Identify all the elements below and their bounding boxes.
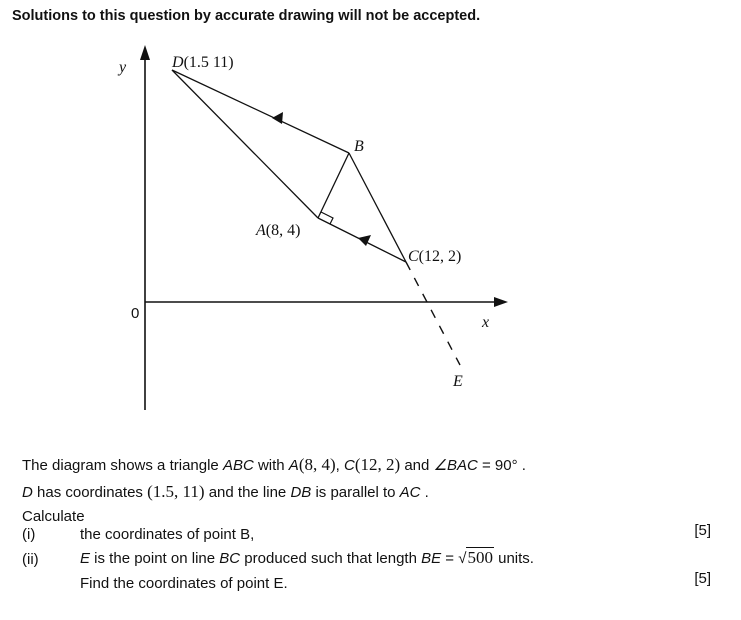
part-ii-text-line-2: Find the coordinates of point E. [80,575,288,592]
accuracy-warning: Solutions to this question by accurate drawing will not be accepted. [12,8,481,24]
segment-AB [318,153,349,218]
part-i-marks: [5] [694,522,711,539]
length-BE-ref: BE [421,550,442,567]
point-A-ref: A [288,457,299,474]
point-C-ref: C [343,457,355,474]
question-line-1 [22,455,526,475]
arrow-on-DB [272,112,283,124]
angle-value: = 90° . [477,457,526,474]
question-line-2 [22,482,429,502]
x-axis-label: x [482,314,490,331]
line-AC-ref: AC [399,484,421,501]
part-ii-number: (ii) [22,551,39,568]
q3-text-b: produced such that length [240,550,422,567]
y-axis-label: y [119,59,127,76]
segment-BC [349,153,406,262]
q1-text-a: The diagram shows a triangle [22,457,223,474]
origin-label: 0 [131,305,140,322]
angle-BAC: ∠BAC [433,457,478,474]
arrow-on-AC [358,235,371,246]
part-ii-marks: [5] [694,570,711,587]
point-C-coords: (12, 2) [354,455,401,474]
part-ii-text [80,548,534,568]
q2-text-d: . [420,484,429,501]
triangle-name: ABC [222,457,254,474]
q2-text-c: is parallel to [311,484,400,501]
sqrt-symbol: √ [458,550,467,567]
point-A-coords: (8, 4) [298,455,336,474]
y-axis-arrowhead [140,45,150,60]
q1-text-c: and [400,457,434,474]
line-DB-ref: DB [290,484,312,501]
segment-CE-dashed [406,262,460,365]
point-D-label: D(1.5 11) [172,54,234,71]
part-i-number: (i) [22,526,36,543]
q1-text-b: with [253,457,289,474]
point-D-ref: D [22,484,33,501]
part-i-text: the coordinates of point B, [80,526,255,543]
point-A-label: A(8, 4) [256,222,301,239]
line-BC-ref: BC [219,550,241,567]
q2-text-a: has coordinates [32,484,148,501]
q1-sep: , [335,457,344,474]
point-E-ref: E [80,550,91,567]
x-axis-arrowhead [494,297,508,307]
calculate-label: Calculate [22,508,85,525]
q3-units: units. [493,550,534,567]
point-C-label: C(12, 2) [408,248,462,265]
point-E-label: E [453,373,463,390]
segment-DA [172,70,318,218]
point-B-label: B [354,138,364,155]
q3-equals: = [441,550,459,567]
sqrt-radicand: 500 [467,548,493,567]
q2-text-b: and the line [204,484,291,501]
point-D-coords: (1.5, 11) [147,482,205,501]
q3-text-a: is the point on line [90,550,220,567]
segment-DB [172,70,349,153]
